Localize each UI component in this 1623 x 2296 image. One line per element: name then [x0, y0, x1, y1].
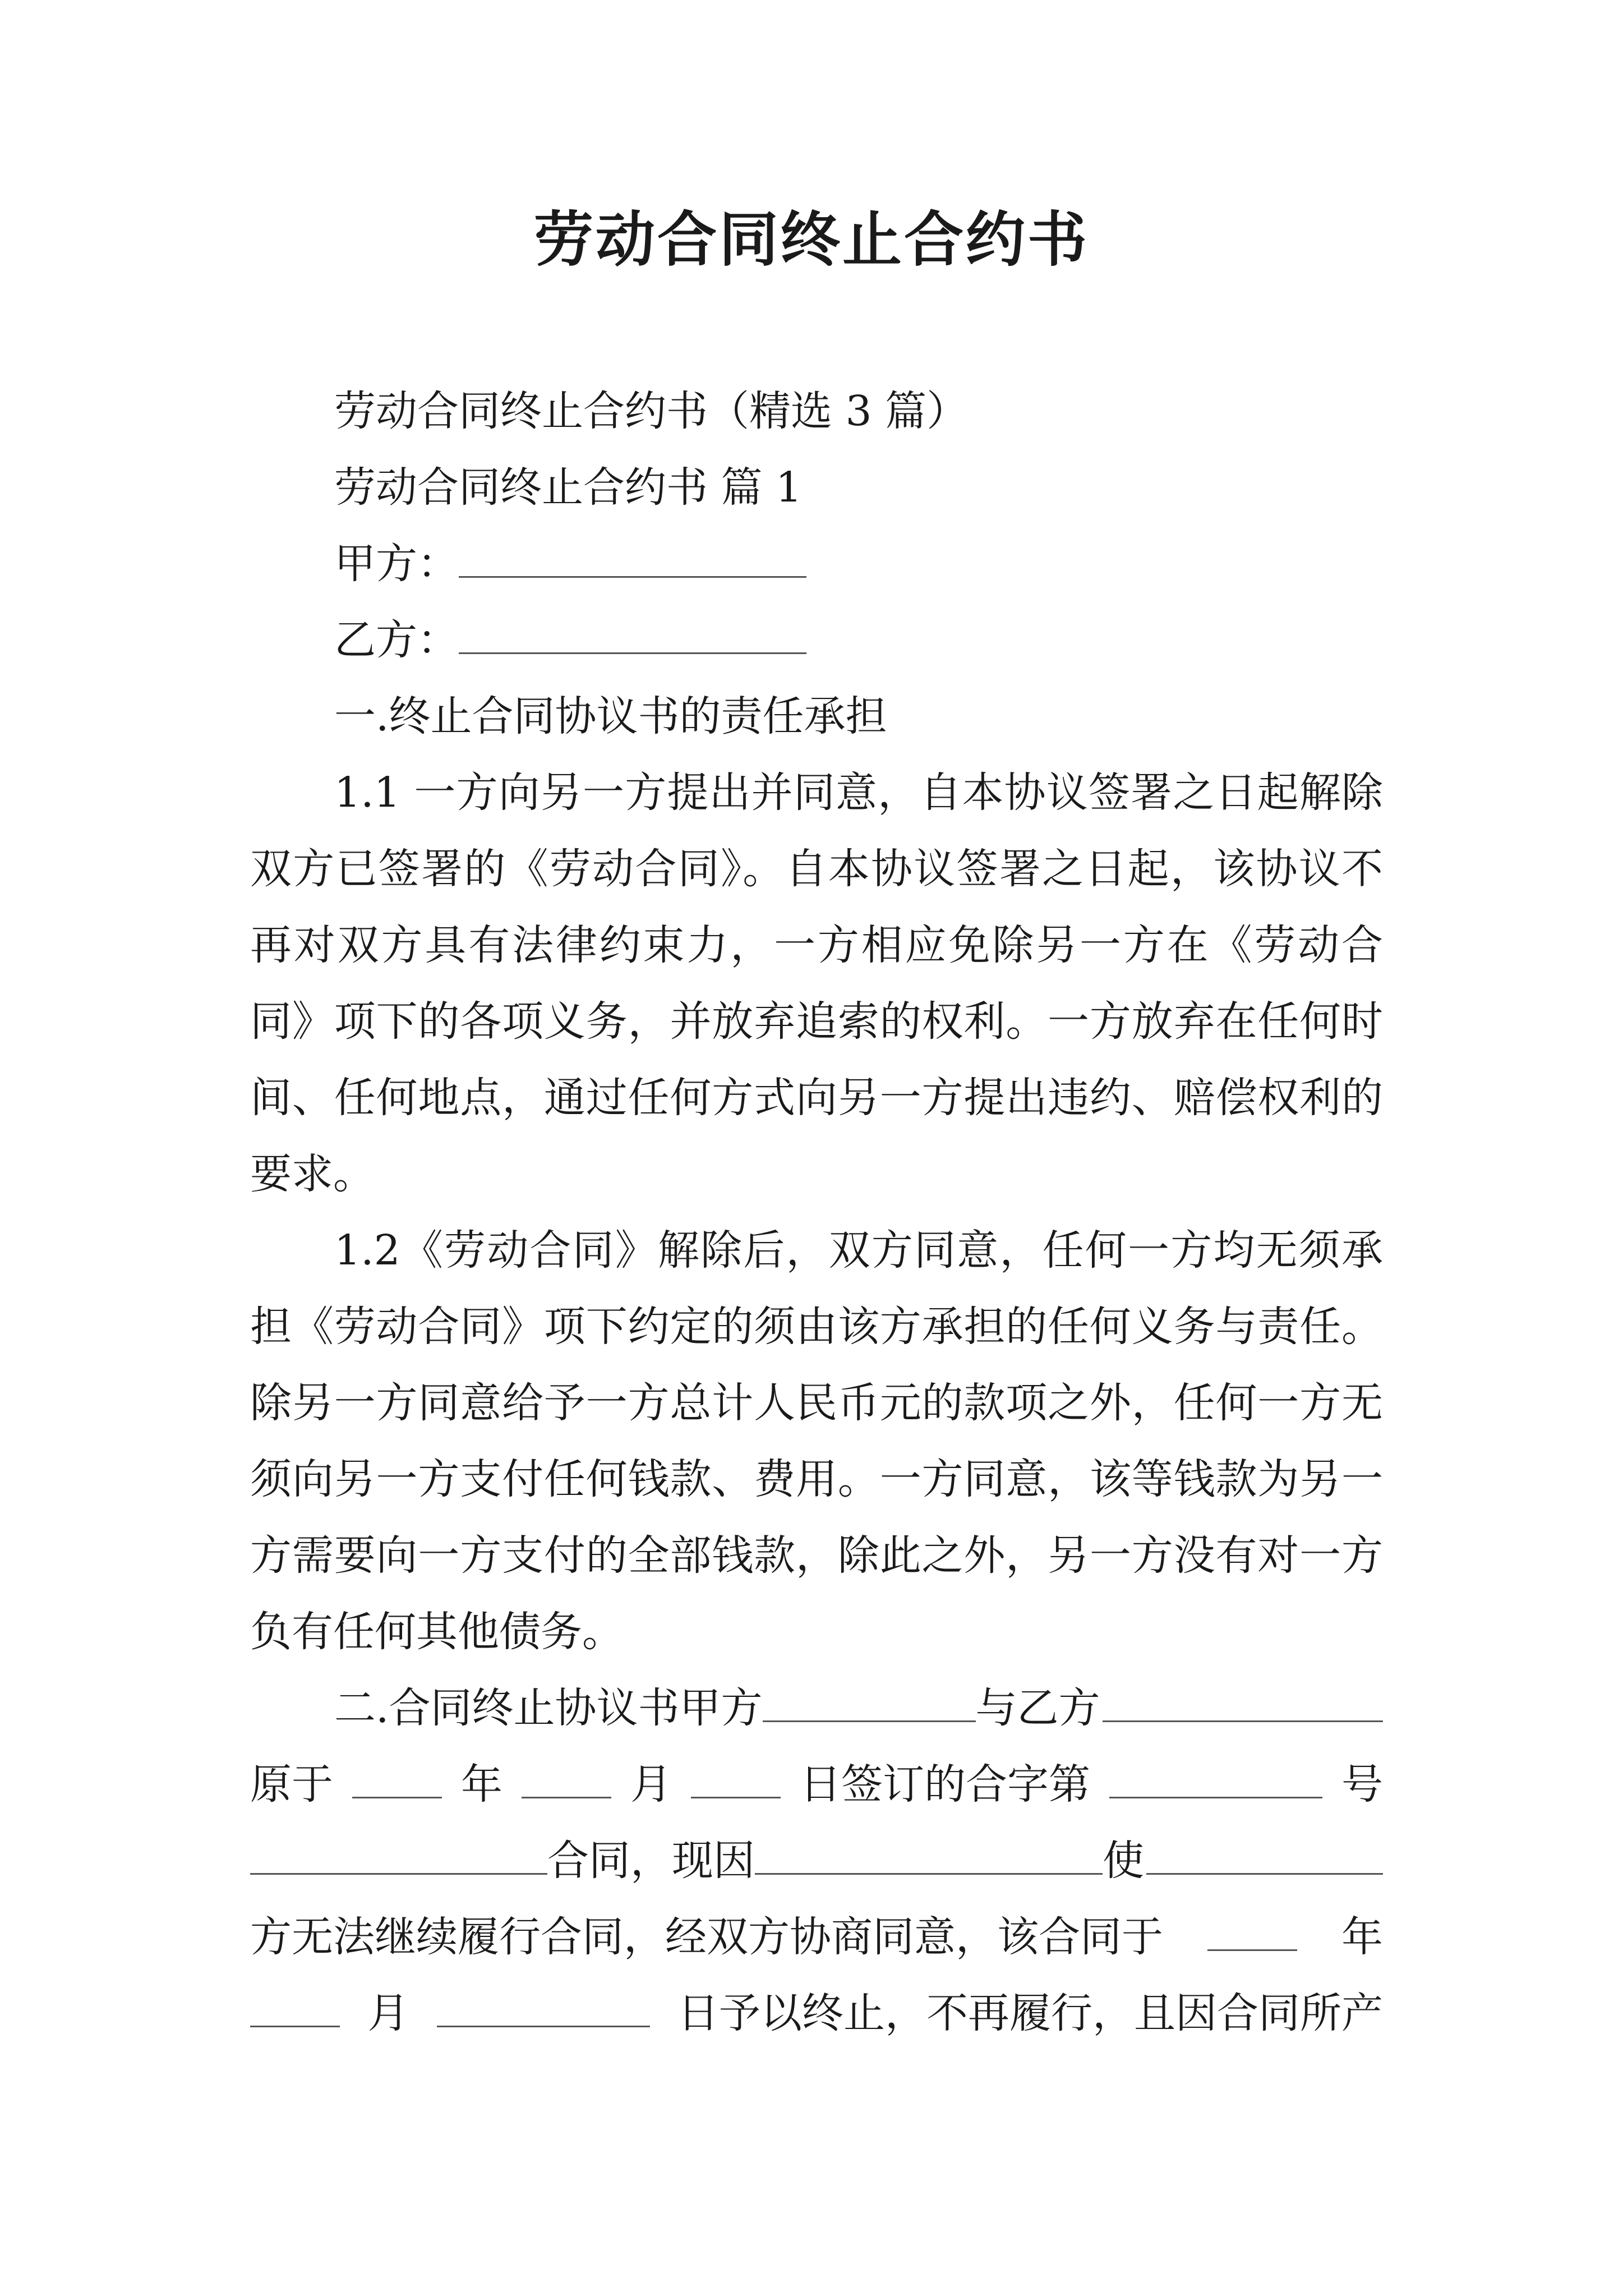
section2-text-4a: 方无法继续履行合同，经双方协商同意，该合同于 — [250, 1913, 1163, 1961]
party-a-line — [250, 526, 1383, 602]
section2-blank-party[interactable] — [1146, 1837, 1383, 1875]
section2-blank-party-a[interactable] — [763, 1685, 976, 1722]
party-b-line — [250, 602, 1383, 678]
clause-1-1: 1.1 一方向另一方提出并同意，自本协议签署之日起解除双方已签署的《劳动合同》。自本协议签署之日起，该协议不再对双方具有法律约束力，一方相应免除另一方在《劳动合同》项下的各项义务，并放弃追索的权利。一方放弃在任何时间、任何地点，通过任何方式向另一方提出违约、赔偿权利的要求。 — [250, 769, 1383, 1198]
section2-blank-contract-name[interactable] — [250, 1837, 547, 1875]
section2-text-1b: 与乙方 — [975, 1684, 1100, 1732]
section2-text-2c: 月 — [630, 1760, 672, 1809]
section2-text-5a: 月 — [367, 1989, 409, 2037]
section2-line-2 — [250, 1746, 1383, 1823]
section2-text-1a: 二.合同终止协议书甲方 — [334, 1684, 763, 1732]
section2-blank-year[interactable] — [352, 1761, 442, 1798]
section2-blank-day[interactable] — [691, 1761, 781, 1798]
section2-text-2d: 日签订的合字第 — [800, 1760, 1090, 1809]
section2-blank-end-month[interactable] — [250, 1990, 340, 2027]
section2-blank-party-b[interactable] — [1103, 1685, 1383, 1722]
subtitle: 劳动合同终止合约书（精选 3 篇） — [334, 387, 969, 435]
section2-line-1 — [250, 1670, 1383, 1746]
party-b-label: 乙方： — [334, 616, 459, 664]
section2-text-4b: 年 — [1341, 1913, 1383, 1961]
party-a-label: 甲方： — [334, 540, 459, 588]
section2-line-4 — [250, 1899, 1383, 1975]
section2-blank-end-day[interactable] — [437, 1990, 650, 2027]
document-title: 劳动合同终止合约书 — [534, 204, 1089, 274]
section1-heading-line — [250, 678, 1383, 754]
section2-blank-month[interactable] — [522, 1761, 611, 1798]
clause-1-2: 1.2《劳动合同》解除后，双方同意，任何一方均无须承担《劳动合同》项下约定的须由该方承担的任何义务与责任。除另一方同意给予一方总计人民币元的款项之外，任何一方无须向另一方支付任何钱款、费用。一方同意，该等钱款为另一方需要向一方支付的全部钱款，除此之外，另一方没有对一方负有任何其他债务。 — [250, 1226, 1383, 1656]
party-a-blank[interactable] — [459, 540, 806, 578]
document-body — [250, 373, 1383, 2051]
section1-heading: 一.终止合同协议书的责任承担 — [334, 692, 887, 740]
section2-text-2a: 原于 — [250, 1760, 333, 1809]
chapter-heading: 劳动合同终止合约书 篇 1 — [334, 463, 803, 512]
section2-text-2e: 号 — [1341, 1760, 1383, 1809]
subtitle-line — [250, 373, 1383, 449]
section2-text-2b: 年 — [461, 1760, 502, 1809]
section2-blank-contract-no[interactable] — [1109, 1761, 1322, 1798]
chapter-line — [250, 449, 1383, 526]
section2-blank-reason[interactable] — [755, 1837, 1103, 1875]
section2-text-3b: 使 — [1103, 1837, 1144, 1885]
section2-text-3a: 合同，现因 — [547, 1837, 755, 1885]
section2-blank-end-year[interactable] — [1207, 1913, 1297, 1951]
section2-line-3 — [250, 1823, 1383, 1899]
party-b-blank[interactable] — [459, 616, 806, 654]
section2-text-5b: 日予以终止，不再履行，且因合同所产 — [677, 1989, 1383, 2037]
section2-line-5 — [250, 1975, 1383, 2051]
